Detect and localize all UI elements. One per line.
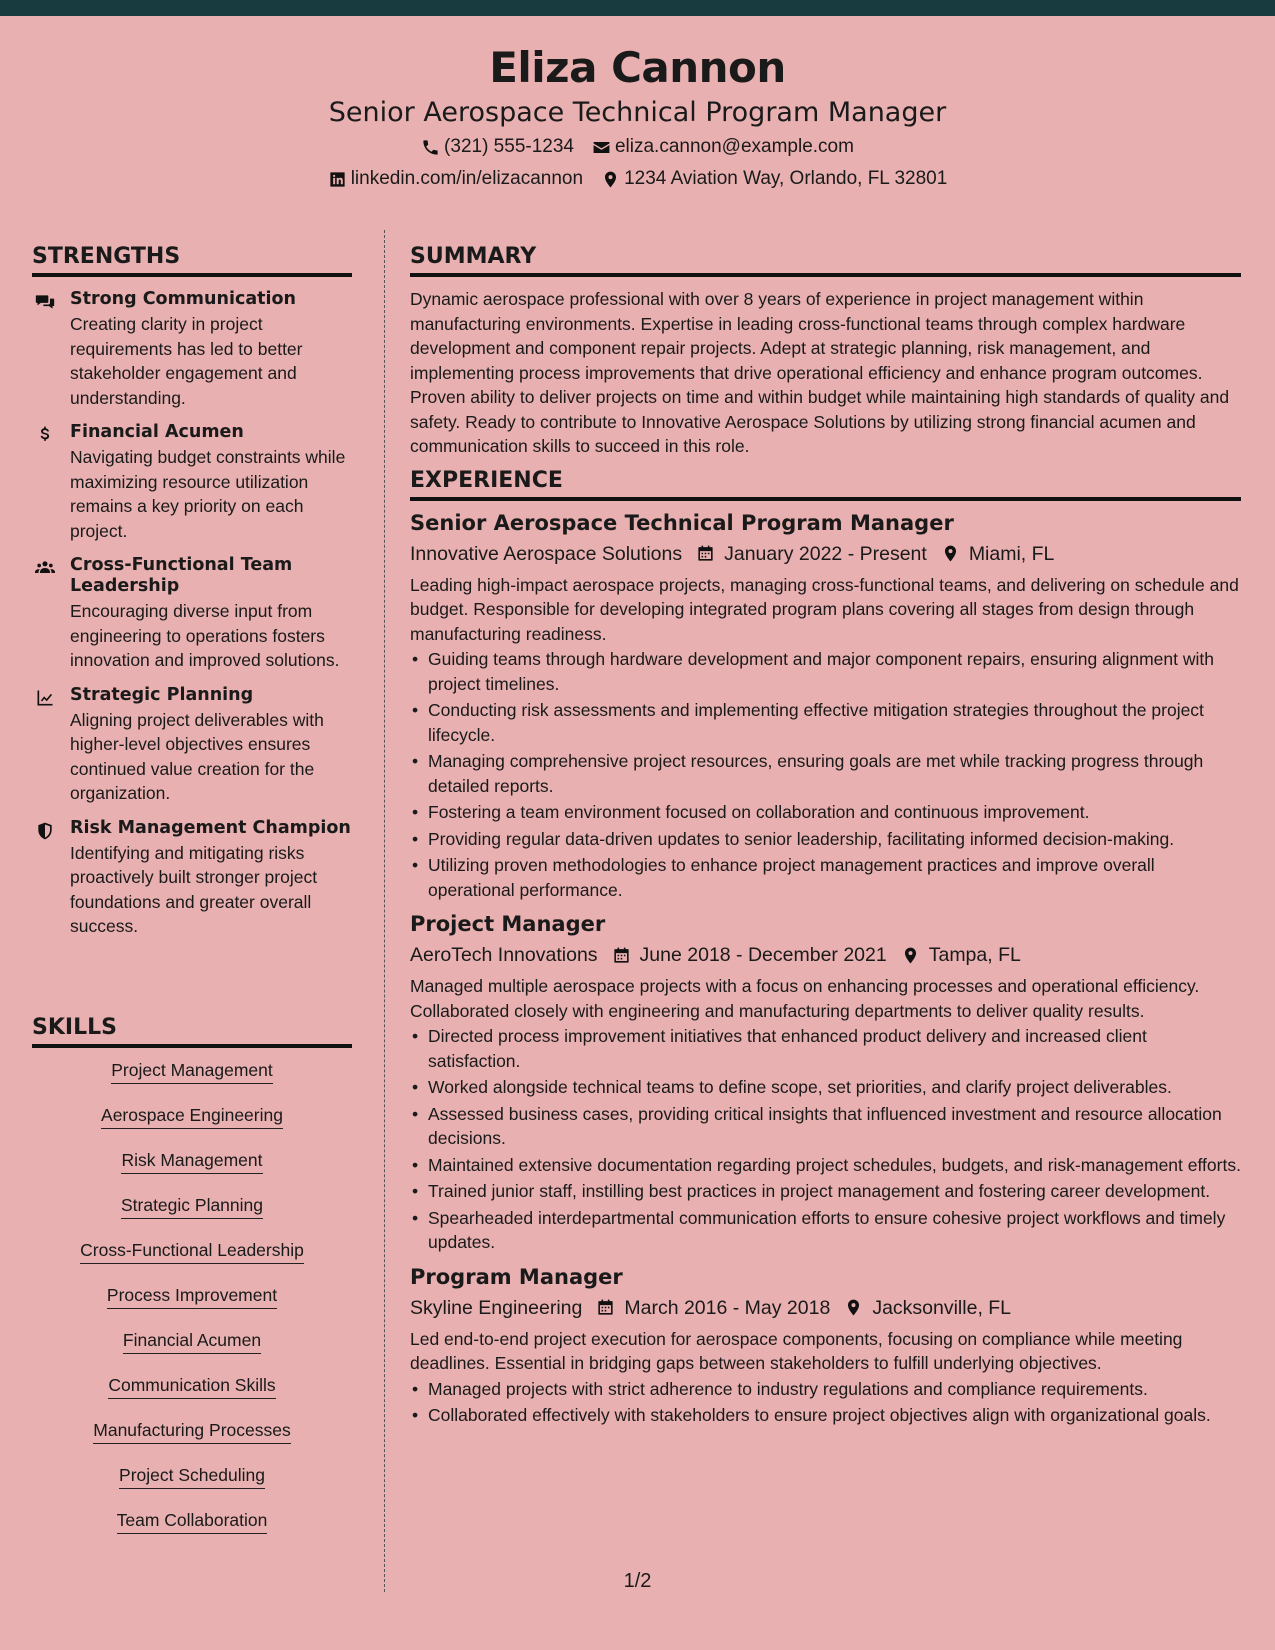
linkedin-item[interactable] — [328, 164, 583, 194]
job-entry — [410, 509, 1241, 903]
skill-item: Communication Skills — [108, 1373, 275, 1399]
skill-item: Project Scheduling — [119, 1463, 265, 1489]
job-bullet: • Managed projects with strict adherence to industry regulations and compliance requirements. — [410, 1377, 1241, 1402]
job-bullet: • Collaborated effectively with stakeholders to ensure project objectives align with organizational goals. — [410, 1403, 1241, 1428]
users-icon — [35, 558, 55, 578]
shield-icon — [35, 821, 55, 841]
job-bullet: • Managing comprehensive project resources, ensuring goals are met while tracking progress through detailed reports. — [410, 749, 1241, 798]
job-bullet: • Maintained extensive documentation regarding project schedules, budgets, and risk-management efforts. — [410, 1153, 1241, 1178]
strength-item — [32, 818, 352, 939]
strength-desc: Identifying and mitigating risks proactively built stronger project foundations and greater overall success. — [70, 842, 318, 936]
job-meta — [410, 539, 1241, 569]
skill-item: Strategic Planning — [121, 1193, 263, 1219]
phone-item — [421, 132, 574, 162]
map-pin-icon — [901, 946, 920, 965]
contact-line-2 — [0, 164, 1275, 194]
job-bullet: • Utilizing proven methodologies to enhance project management practices and improve overall operational performance. — [410, 853, 1241, 902]
job-meta — [410, 1293, 1241, 1323]
map-pin-icon — [601, 170, 620, 189]
right-column — [410, 243, 1241, 1430]
strength-item — [32, 422, 352, 543]
job-location: Tampa, FL — [928, 944, 1021, 966]
job-company: Skyline Engineering — [410, 1296, 583, 1319]
contact-line-1 — [0, 132, 1275, 162]
strength-title: Risk Management Champion — [70, 817, 351, 838]
job-bullet: • Trained junior staff, instilling best practices in project management and fostering career development. — [410, 1179, 1241, 1204]
job-description: Leading high-impact aerospace projects, managing cross-functional teams, and delivering on schedule and budget. Responsible for developing integrated program plans covering all stages from design through manufacturing readiness. — [410, 574, 1239, 644]
skills-heading: SKILLS — [32, 1014, 352, 1048]
linkedin-icon — [328, 170, 347, 189]
job-bullet: • Directed process improvement initiatives that enhanced product delivery and increased client satisfaction. — [410, 1024, 1241, 1073]
phone-icon — [421, 138, 440, 157]
strength-item — [32, 685, 352, 806]
job-dates: June 2018 - December 2021 — [639, 944, 887, 966]
strength-desc: Encouraging diverse input from engineering to operations fosters innovation and improved solutions. — [70, 601, 340, 670]
summary-text: Dynamic aerospace professional with over 8 years of experience in project management within manufacturing environments. Expertise in leading cross-functional teams through complex hardware development and component repair projects. Adept at strategic planning, risk management, and implementing process improvements that drive operational efficiency and enhance program outcomes. Proven ability to deliver projects on time and within budget while maintaining high standards of quality and safety. Ready to contribute to Innovative Aerospace Solutions by utilizing strong financial acumen and communication skills to succeed in this role. — [410, 289, 1230, 456]
skill-item: Financial Acumen — [123, 1328, 261, 1354]
strength-title: Strong Communication — [70, 289, 296, 309]
linkedin-text[interactable]: linkedin.com/in/elizacannon — [350, 168, 584, 189]
job-bullet: • Assessed business cases, providing critical insights that influenced investment and resource allocation decisions. — [410, 1102, 1241, 1151]
map-pin-icon — [844, 1298, 863, 1317]
resume-header — [0, 16, 1275, 204]
skill-item: Risk Management — [121, 1148, 262, 1174]
job-bullet: • Worked alongside technical teams to define scope, set priorities, and clarify project deliverables. — [410, 1075, 1241, 1100]
skills-list — [32, 1058, 352, 1553]
candidate-name: Eliza Cannon — [489, 43, 786, 92]
job-company: Innovative Aerospace Solutions — [410, 542, 683, 565]
job-bullet: • Guiding teams through hardware development and major component repairs, ensuring alignment with project timelines. — [410, 647, 1241, 696]
left-column — [32, 243, 352, 1530]
strength-item — [32, 289, 352, 410]
map-pin-icon — [941, 544, 960, 563]
page-number: 1/2 — [623, 1570, 652, 1592]
job-company: AeroTech Innovations — [410, 944, 598, 966]
email-item[interactable] — [592, 132, 854, 162]
calendar-icon — [612, 946, 631, 965]
dollar-icon — [35, 425, 55, 445]
job-bullets — [410, 1024, 1241, 1255]
strengths-list — [32, 289, 352, 939]
experience-heading: EXPERIENCE — [410, 467, 1241, 501]
job-dates: January 2022 - Present — [724, 542, 927, 565]
skill-item: Project Management — [111, 1058, 272, 1084]
skill-item: Aerospace Engineering — [101, 1103, 283, 1129]
strength-title: Cross-Functional Team Leadership — [70, 555, 293, 596]
job-title: Senior Aerospace Technical Program Manager — [410, 510, 954, 535]
strength-title: Strategic Planning — [70, 684, 254, 705]
experience-section — [410, 467, 1241, 1428]
strength-desc: Aligning project deliverables with higher-level objectives ensures continued value creation for the organization. — [70, 709, 324, 803]
skill-item: Cross-Functional Leadership — [80, 1238, 304, 1264]
job-description: Led end-to-end project execution for aerospace components, focusing on compliance while meeting deadlines. Essential in bridging gaps between stakeholders to fulfill underlying objectives. — [410, 1328, 1183, 1373]
job-bullets — [410, 1377, 1241, 1428]
job-title: Project Manager — [410, 912, 606, 936]
job-bullet: • Spearheaded interdepartmental communication efforts to ensure cohesive project workflows and timely updates. — [410, 1206, 1241, 1255]
skill-item: Process Improvement — [107, 1283, 277, 1309]
job-dates: March 2016 - May 2018 — [624, 1296, 831, 1319]
summary-heading: SUMMARY — [410, 243, 1241, 277]
strength-title: Financial Acumen — [70, 422, 244, 442]
comments-icon — [35, 292, 55, 312]
calendar-icon — [696, 544, 715, 563]
job-bullet: • Conducting risk assessments and implementing effective mitigation strategies throughout the project lifecycle. — [410, 698, 1241, 747]
job-meta — [410, 940, 1241, 970]
calendar-icon — [596, 1298, 615, 1317]
email-text[interactable]: eliza.cannon@example.com — [614, 136, 854, 157]
phone-text: (321) 555-1234 — [444, 136, 574, 157]
job-title: Program Manager — [410, 1264, 623, 1289]
job-description: Managed multiple aerospace projects with a focus on enhancing processes and operational efficiency. Collaborated closely with engineering and manufacturing departments to deliver quality results. — [410, 976, 1200, 1021]
job-bullet: • Providing regular data-driven updates to senior leadership, facilitating informed decision-making. — [410, 827, 1241, 852]
job-location: Miami, FL — [968, 542, 1055, 565]
job-location: Jacksonville, FL — [872, 1296, 1012, 1319]
candidate-title: Senior Aerospace Technical Program Manager — [328, 97, 947, 128]
skills-section — [32, 1014, 352, 1553]
skill-item: Manufacturing Processes — [93, 1418, 290, 1444]
chart-line-icon — [35, 688, 55, 708]
job-bullet: • Fostering a team environment focused on collaboration and continuous improvement. — [410, 800, 1241, 825]
job-bullets — [410, 647, 1241, 902]
skill-item: Team Collaboration — [117, 1508, 268, 1534]
strength-item — [32, 555, 352, 673]
address-item — [601, 164, 947, 194]
address-text: 1234 Aviation Way, Orlando, FL 32801 — [624, 168, 948, 189]
top-bar — [0, 0, 1275, 16]
strengths-heading: STRENGTHS — [32, 243, 352, 277]
column-divider — [384, 230, 385, 1592]
envelope-icon — [592, 138, 611, 157]
strength-desc: Creating clarity in project requirements has led to better stakeholder engagement and understanding. — [70, 314, 303, 408]
job-entry — [410, 910, 1241, 1255]
strength-desc: Navigating budget constraints while maximizing resource utilization remains a key priority on each project. — [70, 447, 346, 541]
job-entry — [410, 1263, 1241, 1428]
